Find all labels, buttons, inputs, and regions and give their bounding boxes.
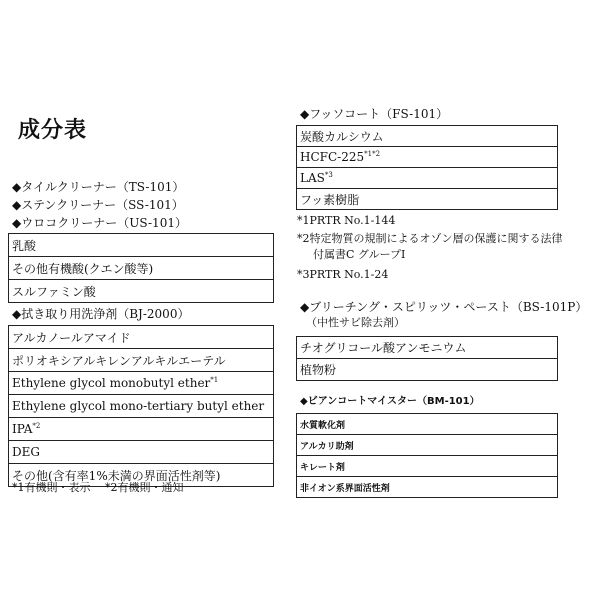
table-cell: アルカノールアマイド [9, 326, 274, 349]
table-row [297, 189, 558, 210]
footnote-ref: *2 [32, 422, 41, 430]
table-row [9, 395, 274, 418]
table-row [297, 126, 558, 147]
heading-wipe-cleaner: ◆拭き取り用洗浄剤（BJ-2000） [12, 307, 190, 321]
table-cell: ポリオキシアルキレンアルキルエーテル [9, 349, 274, 372]
table-cell: 炭酸カルシウム [297, 126, 558, 147]
table-row [297, 477, 558, 498]
table-row [9, 441, 274, 464]
table-row [9, 418, 274, 441]
table-row [9, 280, 274, 303]
wipe-footnotes: *1有機則・表示 *2有機則・通知 [12, 481, 184, 494]
bm-table [296, 413, 558, 498]
wipe-table [8, 325, 274, 487]
table-cell: スルファミン酸 [9, 280, 274, 303]
table-row [297, 359, 558, 381]
cell-text: HCFC-225 [300, 150, 365, 164]
heading-tile-cleaner: ◆タイルクリーナー（TS-101） [12, 180, 185, 194]
footnote-ref: *1*2 [364, 150, 381, 158]
table-row [297, 168, 558, 189]
table-cell: 植物粉 [297, 359, 558, 381]
footnote-ref: *3 [324, 171, 333, 179]
footnote-ref: *1 [210, 376, 219, 384]
table-row [9, 372, 274, 395]
table-cell: 非イオン系界面活性剤 [297, 477, 558, 498]
heading-stain-cleaner: ◆ステンクリーナー（SS-101） [12, 198, 184, 212]
table-cell: キレート剤 [297, 456, 558, 477]
footnote: 付属書C グループⅠ [313, 248, 406, 261]
table-row [297, 435, 558, 456]
table-row [9, 257, 274, 280]
fluoro-footnotes [297, 213, 563, 283]
table-row [297, 456, 558, 477]
table-row [297, 414, 558, 435]
page-title: 成分表 [18, 118, 88, 143]
table-cell: 水質軟化剤 [297, 414, 558, 435]
table-row [9, 234, 274, 257]
table-cell: チオグリコール酸アンモニウム [297, 337, 558, 359]
table-cell: DEG [9, 441, 274, 464]
table-cell [297, 147, 558, 168]
table-cell: フッ素樹脂 [297, 189, 558, 210]
cell-text: IPA [12, 422, 33, 436]
table-row [297, 337, 558, 359]
table-cell: アルカリ助剤 [297, 435, 558, 456]
cleaners-headings [12, 178, 187, 232]
table-cell: 乳酸 [9, 234, 274, 257]
table-row [297, 147, 558, 168]
table-row [9, 349, 274, 372]
table-row [9, 326, 274, 349]
table-cell [297, 168, 558, 189]
table-cell: その他(含有率1%未満の界面活性剤等) [9, 464, 274, 487]
table-cell: Ethylene glycol mono-tertiary butyl ether [9, 395, 274, 418]
footnote: *2特定物質の規制によるオゾン層の保護に関する法律 [297, 232, 563, 245]
cell-text: LAS [300, 171, 325, 185]
cleaners-table [8, 233, 274, 303]
heading-bianco-meister: ◆ビアンコートマイスター（BM-101） [300, 396, 480, 407]
heading-fluoro-coat: ◆フッソコート（FS-101） [300, 107, 449, 121]
bleach-table [296, 336, 558, 381]
fluoro-table [296, 125, 558, 210]
bleaching-subheading: （中性サビ除去剤） [306, 316, 405, 329]
heading-bleaching-paste: ◆ブリーチング・スピリッツ・ペースト（BS-101P） [300, 300, 588, 314]
footnote: *1PRTR No.1-144 [297, 214, 396, 227]
table-cell [9, 372, 274, 395]
cell-text: Ethylene glycol monobutyl ether [12, 376, 211, 390]
table-cell: その他有機酸(クエン酸等) [9, 257, 274, 280]
footnote: *3PRTR No.1-24 [297, 268, 389, 281]
heading-scale-cleaner: ◆ウロコクリーナー（US-101） [12, 216, 187, 230]
table-cell [9, 418, 274, 441]
